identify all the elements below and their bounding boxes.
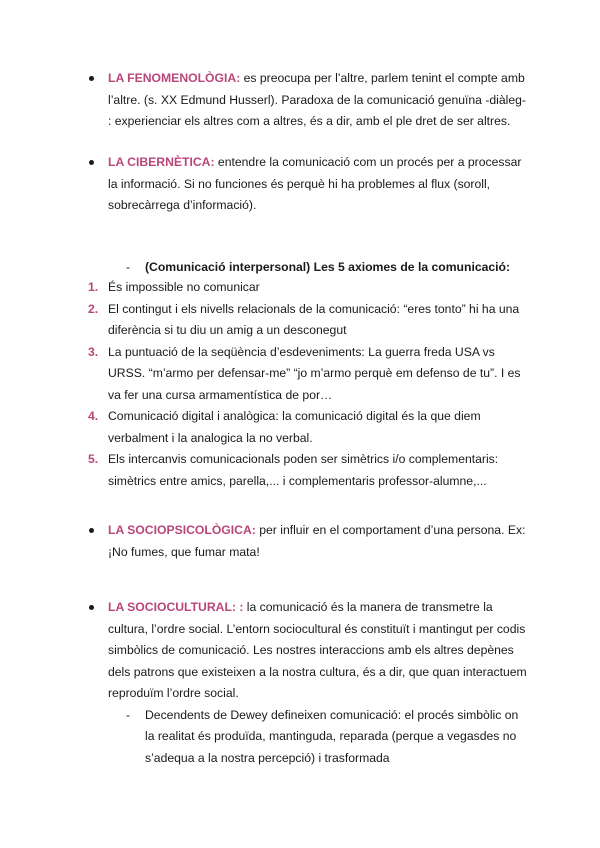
- list-item-line: La puntuació de la seqüència d’esdeveniments: La guerra freda USA vs: [108, 344, 495, 359]
- section-cibernetica: [88, 152, 528, 217]
- paragraph-line: [108, 597, 528, 619]
- list-item-line: va fer una cursa armamentística de por…: [108, 387, 333, 402]
- list-item-line: És impossible no comunicar: [108, 280, 260, 294]
- list-item-line: URSS. “m’armo per defensar-me” “jo m’armo perquè em defenso de tu”. I es: [108, 366, 521, 380]
- axioms-list: [88, 277, 528, 492]
- paragraph-line: : experienciar els altres com a altres, és a dir, amb el ple dret de ser altres.: [108, 114, 511, 128]
- bullet-dot-icon: [89, 605, 94, 610]
- dash-marker: -: [126, 260, 131, 274]
- list-number: 4.: [88, 409, 99, 423]
- section-term: LA SOCIOPSICOLÒGICA:: [108, 523, 256, 537]
- section-fenomenologia: [88, 68, 528, 133]
- section-term: LA CIBERNÈTICA:: [108, 155, 215, 169]
- paragraph-line: ¡No fumes, que fumar mata!: [108, 544, 260, 559]
- list-number: 5.: [88, 452, 99, 466]
- dash-item: [88, 257, 528, 279]
- bullet-dot-icon: [89, 76, 94, 81]
- paragraph-text: es preocupa per l’altre, parlem tenint el compte amb: [240, 71, 525, 85]
- list-number: 1.: [88, 280, 99, 294]
- list-item: [88, 406, 528, 449]
- section-sociopsicologica: [88, 520, 528, 563]
- bullet-dot-icon: [89, 160, 94, 165]
- paragraph-line: reproduïm l’ordre social.: [108, 686, 239, 700]
- sub-item-line: Decendents de Dewey defineixen comunicació: el procés simbòlic on: [145, 707, 519, 722]
- list-item-line: El contingut i els nivells relacionals de la comunicació: “eres tonto” hi ha una: [108, 301, 520, 316]
- bullet-item: [88, 597, 528, 705]
- list-item: [88, 449, 528, 492]
- section-term: LA FENOMENOLÒGIA:: [108, 71, 241, 85]
- sub-item-line: la realitat és produïda, mantinguda, reparada (perque a vegasdes no: [145, 729, 517, 743]
- list-item-line: verbalment i la analogica la no verbal.: [108, 430, 313, 445]
- section-heading: (Comunicació interpersonal) Les 5 axiomes de la comunicació:: [145, 260, 511, 274]
- list-item-line: Els intercanvis comunicacionals poden ser simètrics i/o complementaris:: [108, 452, 499, 466]
- list-item: [88, 342, 528, 407]
- list-item-line: simètrics entre amics, parella,... i complementaris professor-alumne,...: [108, 473, 487, 488]
- paragraph-line: cultura, l’ordre social. L’entorn sociocultural és constituït i mantingut per codis: [108, 621, 526, 636]
- paragraph-text: per influir en el comportament d’una persona. Ex:: [255, 523, 526, 537]
- paragraph-line: [108, 68, 528, 90]
- list-number: 3.: [88, 344, 99, 359]
- list-item: [88, 299, 528, 342]
- paragraph-line: sobrecàrrega d’informació).: [108, 198, 257, 212]
- paragraph-text: entendre la comunicació com un procés per a processar: [214, 155, 522, 169]
- section-interpersonal-heading: [88, 257, 528, 279]
- list-item-line: Comunicació digital i analògica: la comunicació digital és la que diem: [108, 409, 481, 423]
- bullet-item: [88, 68, 528, 133]
- paragraph-line: dels patrons que existeixen a la nostra cultura, és a dir, que quan interactuem: [108, 664, 527, 679]
- bullet-item: [88, 520, 528, 563]
- section-term: LA SOCIOCULTURAL: :: [108, 600, 244, 614]
- paragraph-text: la comunicació és la manera de transmetre la: [243, 600, 493, 614]
- paragraph-line: [108, 520, 528, 542]
- paragraph-line: [108, 152, 528, 174]
- paragraph-line: simbòlics de comunicació. Les nostres interaccions amb els altres depènes: [108, 643, 514, 657]
- bullet-item: [88, 152, 528, 217]
- list-number: 2.: [88, 301, 99, 316]
- dash-marker: -: [126, 707, 131, 722]
- paragraph-line: l’altre. (s. XX Edmund Husserl). Paradoxa de la comunicació genuïna -diàleg-: [108, 92, 526, 107]
- section-sociocultural: [88, 597, 528, 769]
- sub-item-line: s’adequa a la nostra percepció) i trasformada: [145, 750, 390, 765]
- dash-item: [126, 705, 528, 770]
- list-item-line: diferència si tu diu un amig a un desconegut: [108, 323, 347, 337]
- list-item: [88, 277, 528, 299]
- bullet-dot-icon: [89, 528, 94, 533]
- paragraph-line: la informació. Si no funciones és perquè hi ha problemes al flux (soroll,: [108, 176, 491, 191]
